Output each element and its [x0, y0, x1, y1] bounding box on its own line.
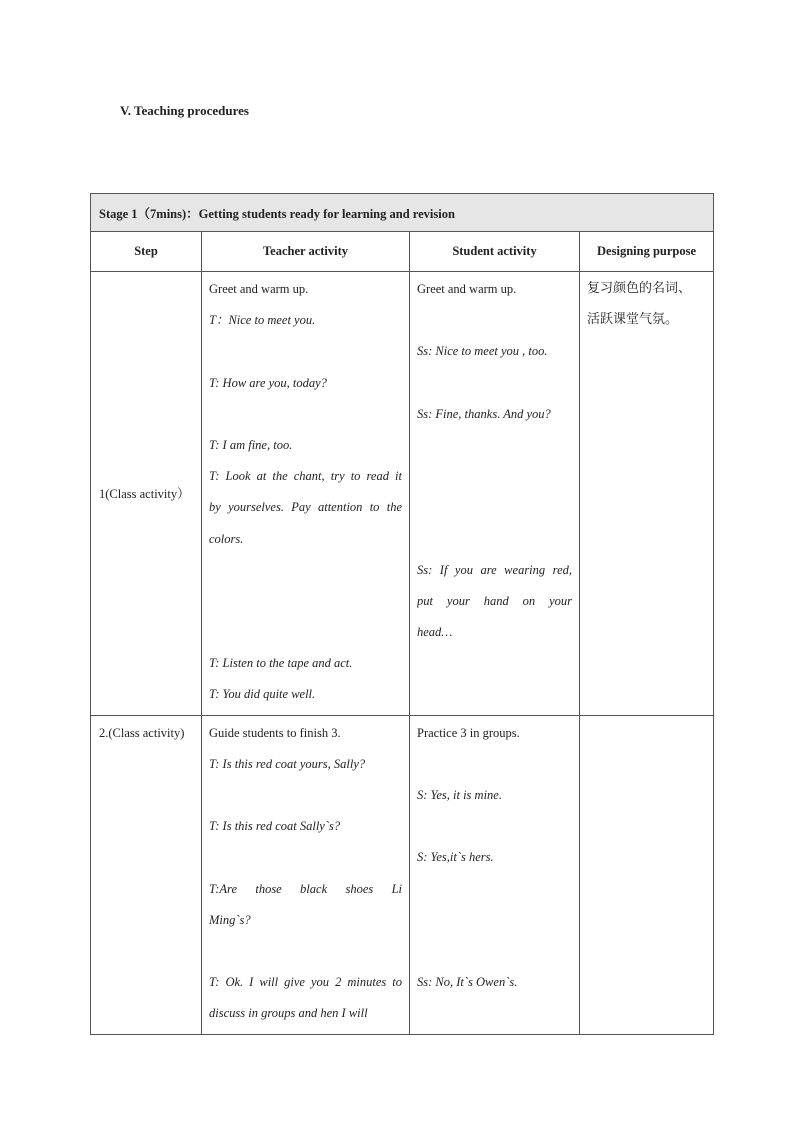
- stage-row: [91, 194, 714, 232]
- teacher-lines: [202, 272, 409, 715]
- cell-line: 活跃课堂气氛。: [587, 312, 679, 328]
- header-designing-purpose: Designing purpose: [580, 232, 714, 272]
- cell-line: put your hand on your: [417, 593, 572, 608]
- cell-line: [209, 403, 402, 434]
- step-label: 2.(Class activity): [99, 725, 185, 740]
- student-lines: [410, 716, 579, 1003]
- cell-line: head…: [417, 625, 453, 640]
- cell-line: 复习颜色的名词、: [587, 281, 692, 296]
- section-heading: V. Teaching procedures: [120, 103, 249, 118]
- stage-title: Stage 1（7mins)：Getting students ready for learning and revision: [91, 194, 714, 232]
- header-teacher-activity: Teacher activity: [202, 232, 410, 272]
- cell-line: Guide students to finish 3.: [209, 725, 341, 740]
- student-lines: [410, 272, 579, 652]
- cell-line: [417, 940, 572, 971]
- cell-line: Ming`s?: [209, 912, 251, 927]
- cell-line: [417, 878, 572, 909]
- cell-line: [417, 528, 572, 559]
- cell-line: Ss: If you are wearing red,: [417, 562, 572, 577]
- cell-line: by yourselves. Pay attention to the: [209, 500, 402, 515]
- cell-line: [417, 372, 572, 403]
- cell-line: S: Yes, it is mine.: [417, 788, 502, 802]
- cell-line: [209, 559, 402, 590]
- cell-line: Ss: Fine, thanks. And you?: [417, 406, 551, 421]
- purpose-lines: [580, 716, 713, 722]
- cell-line: [417, 496, 572, 527]
- header-step: Step: [91, 232, 202, 272]
- cell-line: Practice 3 in groups.: [417, 725, 520, 740]
- cell-line: [417, 434, 572, 465]
- cell-line: [417, 465, 572, 496]
- cell-line: [209, 784, 402, 815]
- table-row: [91, 272, 714, 716]
- cell-line: T: You did quite well.: [209, 687, 316, 702]
- cell-line: discuss in groups and hen I will: [209, 1006, 368, 1021]
- cell-line: T: I am fine, too.: [209, 437, 293, 452]
- teacher-lines: [202, 716, 409, 1034]
- purpose-cell: [580, 272, 714, 716]
- cell-line: [209, 621, 402, 652]
- cell-line: Ss: No, It`s Owen`s.: [417, 975, 518, 990]
- cell-line: T: Listen to the tape and act.: [209, 656, 353, 671]
- header-row: [91, 232, 714, 272]
- cell-line: T: Is this red coat yours, Sally?: [209, 756, 366, 771]
- table-row: [91, 715, 714, 1034]
- cell-line: T: Is this red coat Sally`s?: [209, 819, 341, 834]
- cell-line: T:Are those black shoes Li: [209, 881, 402, 896]
- cell-line: [417, 815, 572, 846]
- cell-line: T: Ok. I will give you 2 minutes to: [209, 975, 402, 990]
- cell-line: [209, 940, 402, 971]
- cell-line: S: Yes,it`s hers.: [417, 850, 494, 865]
- cell-line: Greet and warm up.: [209, 282, 309, 296]
- cell-line: [209, 590, 402, 621]
- cell-line: T：Nice to meet you.: [209, 313, 316, 328]
- cell-line: T: How are you, today?: [209, 375, 327, 390]
- teaching-procedures-table: [90, 193, 714, 1035]
- header-student-activity: Student activity: [410, 232, 580, 272]
- step-cell: 1(Class activity）: [91, 272, 202, 716]
- cell-line: T: Look at the chant, try to read it: [209, 469, 402, 484]
- teacher-activity-cell: [202, 272, 410, 716]
- purpose-lines: [580, 272, 713, 340]
- step-cell: [91, 715, 202, 1034]
- student-activity-cell: [410, 715, 580, 1034]
- teacher-activity-cell: [202, 715, 410, 1034]
- cell-line: [209, 340, 402, 371]
- cell-line: [417, 753, 572, 784]
- cell-line: Greet and warm up.: [417, 282, 517, 296]
- cell-line: [417, 309, 572, 340]
- cell-line: [209, 846, 402, 877]
- student-activity-cell: [410, 272, 580, 716]
- cell-line: Ss: Nice to meet you , too.: [417, 344, 548, 359]
- purpose-cell: [580, 715, 714, 1034]
- cell-line: colors.: [209, 531, 244, 546]
- cell-line: [417, 909, 572, 940]
